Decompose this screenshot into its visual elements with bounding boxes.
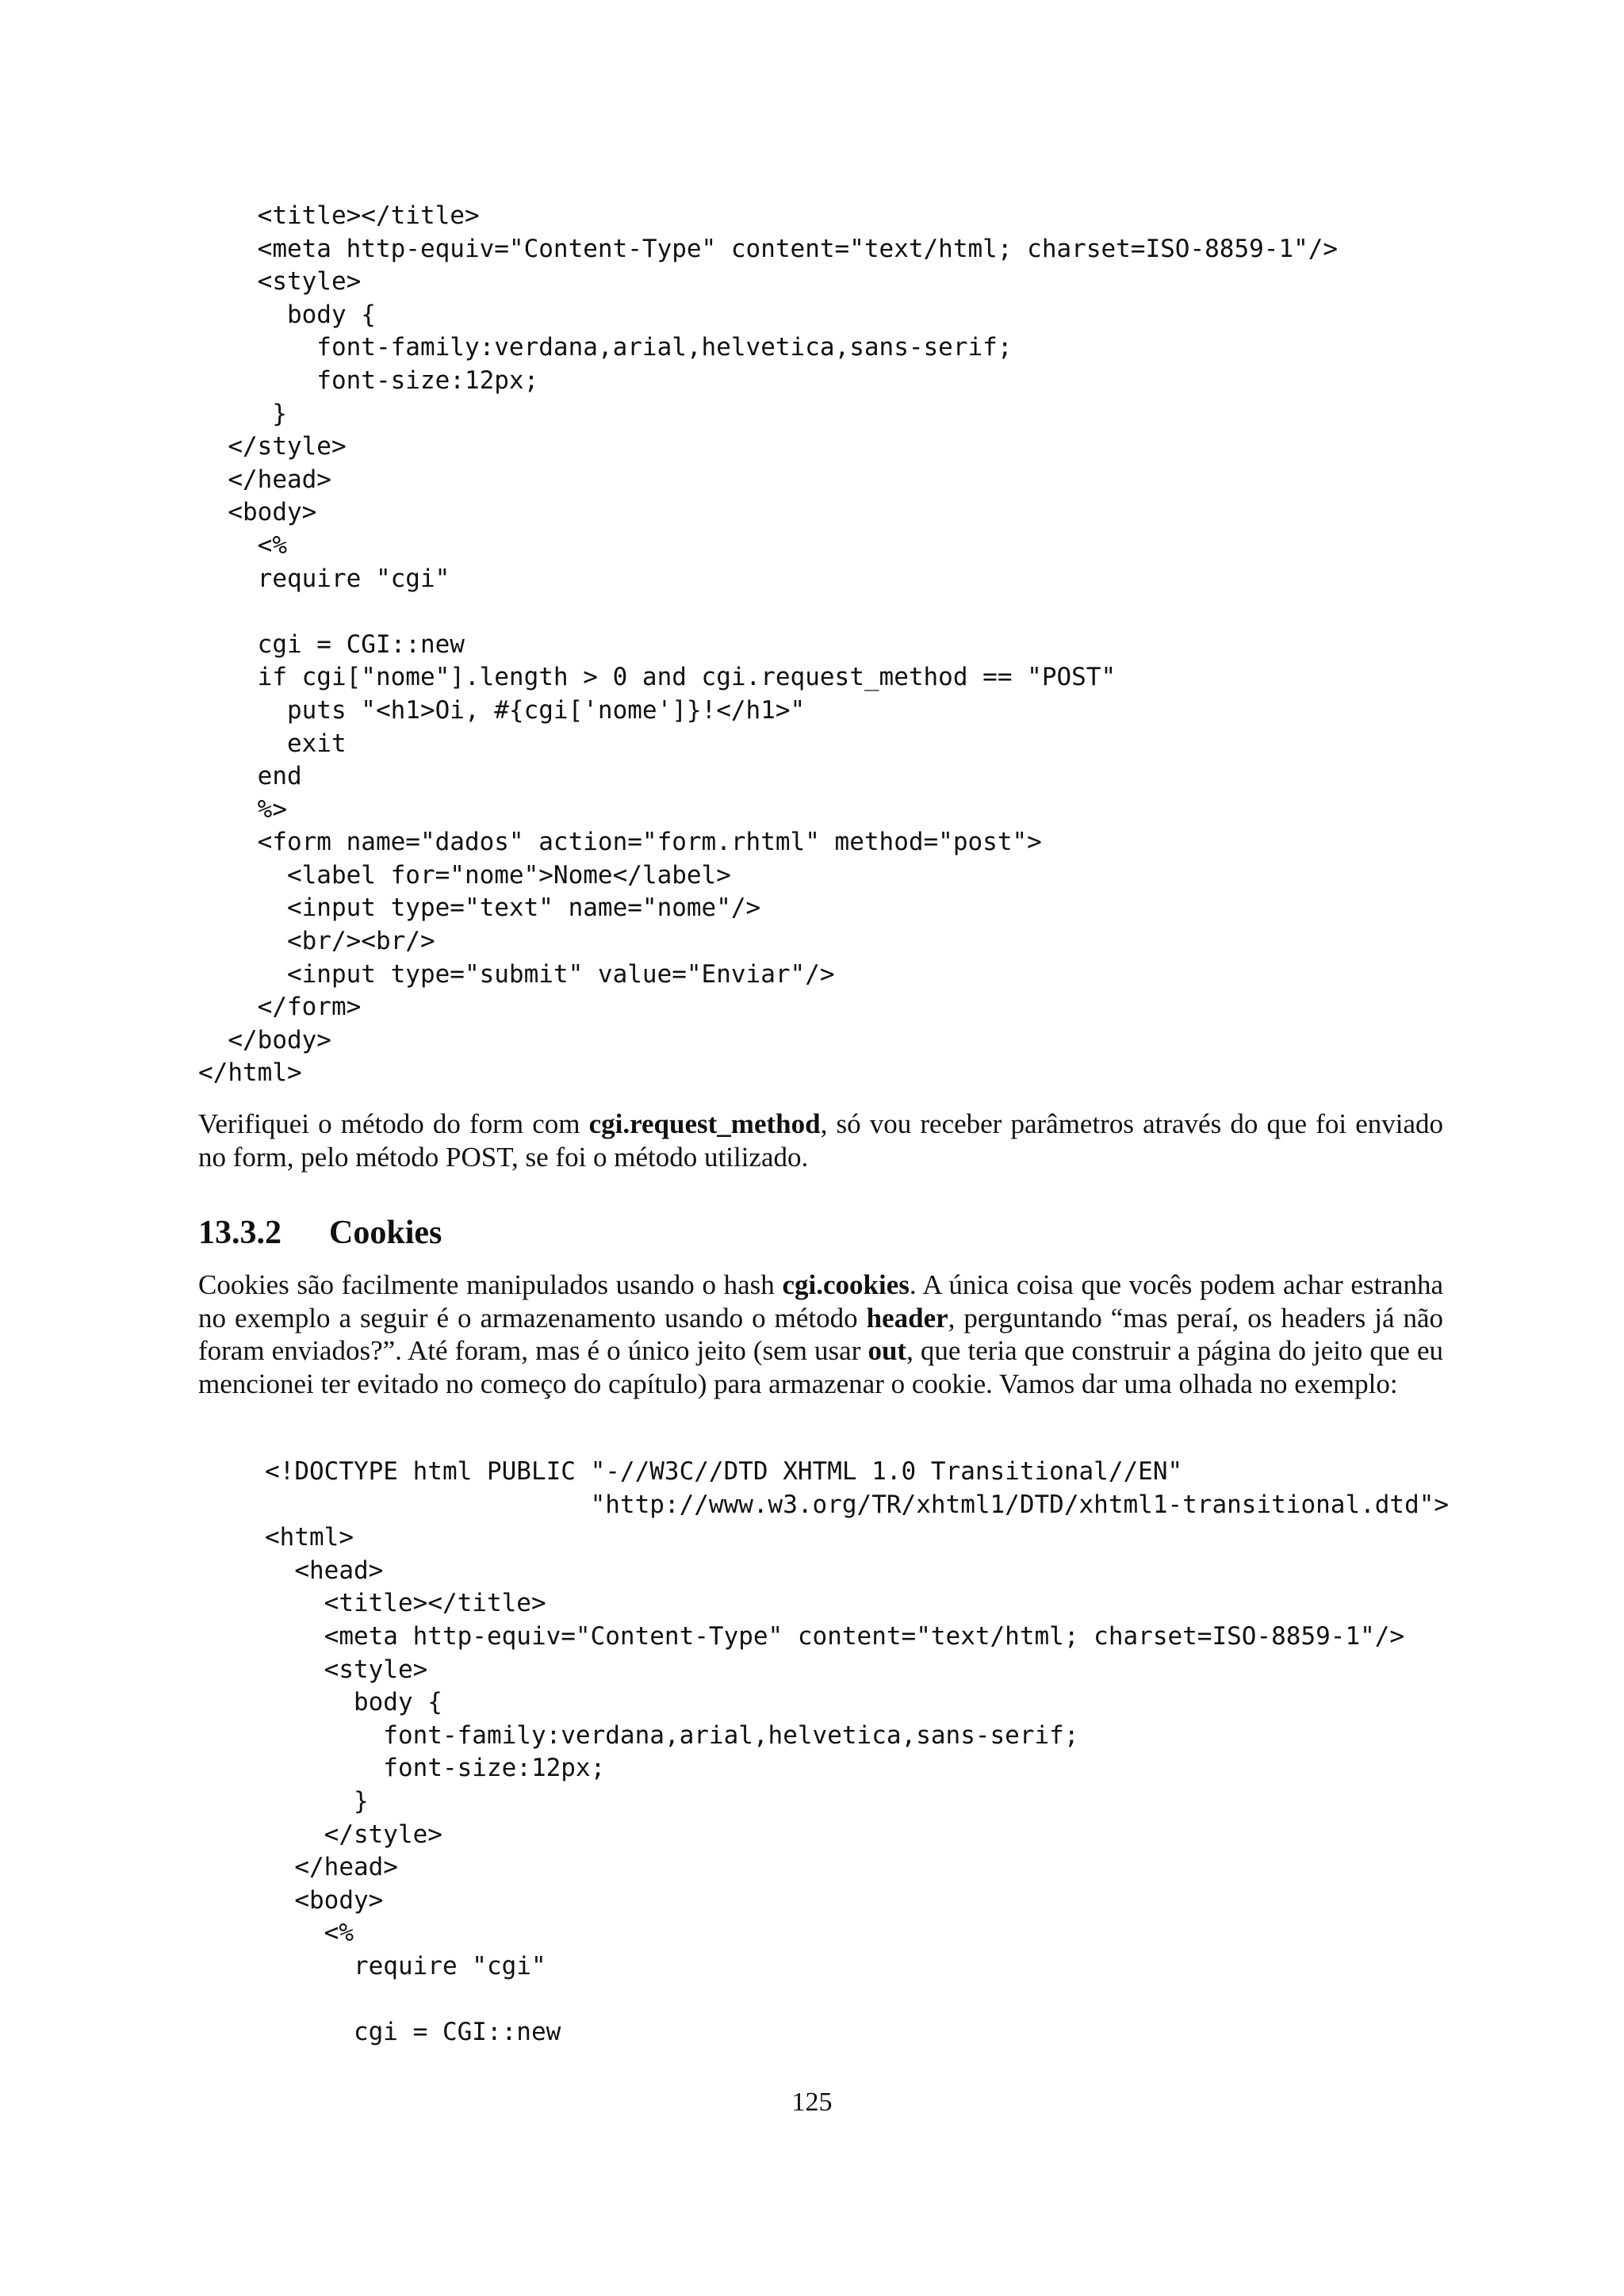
code-line: if cgi["nome"].length > 0 and cgi.request_method == "POST" bbox=[198, 663, 1116, 692]
paragraph-text: Verifiquei o método do form com bbox=[198, 1108, 589, 1139]
code-line: <meta http-equiv="Content-Type" content="text/html; charset=ISO-8859-1"/> bbox=[265, 1621, 1405, 1651]
code-line: </body> bbox=[198, 1025, 331, 1054]
paragraph-request-method bbox=[198, 1108, 1443, 1173]
code-line: require "cgi" bbox=[265, 1951, 546, 1980]
code-line bbox=[265, 1984, 1449, 2017]
code-line bbox=[198, 595, 1338, 629]
code-line: <style> bbox=[265, 1655, 428, 1684]
code-line: end bbox=[198, 762, 302, 791]
code-line: <title></title> bbox=[265, 1589, 546, 1618]
code-line: font-size:12px; bbox=[265, 1754, 606, 1783]
code-line: puts "<h1>Oi, #{cgi['nome']}!</h1>" bbox=[198, 695, 806, 725]
code-listing-form bbox=[198, 200, 1338, 1090]
code-line: require "cgi" bbox=[198, 564, 450, 593]
code-line: <title></title> bbox=[198, 201, 480, 230]
code-line: cgi = CGI::new bbox=[265, 2018, 561, 2047]
inline-code-term: out bbox=[868, 1335, 907, 1367]
code-line: <!DOCTYPE html PUBLIC "-//W3C//DTD XHTML 1.0 Transitional//EN" bbox=[265, 1457, 1183, 1486]
code-line: <html> bbox=[265, 1523, 354, 1552]
page-number: 125 bbox=[791, 2087, 833, 2117]
code-line: <input type="submit" value="Enviar"/> bbox=[198, 959, 835, 989]
paragraph-text: , que teria que construir a página do jeito que eu mencionei ter evitado no começo do capítulo) para armazenar o cookie. Vamos dar uma olhada no exemplo: bbox=[198, 1335, 1443, 1399]
inline-code-term: header bbox=[866, 1302, 948, 1334]
section-number: 13.3.2 bbox=[198, 1215, 282, 1251]
paragraph-text: , só vou receber parâmetros através do que foi enviado no form, pelo método POST, se foi o método utilizado. bbox=[198, 1108, 1443, 1173]
code-line: <% bbox=[198, 530, 287, 560]
code-line: <label for="nome">Nome</label> bbox=[198, 860, 731, 890]
code-line: <% bbox=[265, 1919, 354, 1948]
code-line: </style> bbox=[198, 432, 347, 461]
code-line: %> bbox=[198, 794, 287, 824]
code-line: </head> bbox=[198, 465, 331, 494]
code-line: <form name="dados" action="form.rhtml" method="post"> bbox=[198, 828, 1042, 857]
code-line: font-family:verdana,arial,helvetica,sans-serif; bbox=[198, 333, 1013, 362]
code-listing-cookies bbox=[265, 1456, 1449, 2049]
section-heading bbox=[198, 1213, 442, 1253]
code-line: <body> bbox=[198, 498, 317, 527]
code-line: <style> bbox=[198, 267, 362, 297]
paragraph-cookies bbox=[198, 1269, 1443, 1400]
inline-code-term: cgi.request_method bbox=[588, 1108, 821, 1139]
code-line: </form> bbox=[198, 993, 362, 1022]
inline-code-term: cgi.cookies bbox=[782, 1269, 910, 1300]
code-line: <body> bbox=[265, 1885, 384, 1915]
code-line: <meta http-equiv="Content-Type" content="text/html; charset=ISO-8859-1"/> bbox=[198, 234, 1339, 263]
code-line: body { bbox=[265, 1688, 442, 1717]
code-line: <head> bbox=[265, 1556, 384, 1585]
code-line: } bbox=[265, 1786, 369, 1816]
code-line: <input type="text" name="nome"/> bbox=[198, 894, 761, 923]
code-line: } bbox=[198, 399, 287, 428]
section-title: Cookies bbox=[329, 1215, 442, 1251]
code-line: </style> bbox=[265, 1820, 442, 1849]
code-line: body { bbox=[198, 300, 376, 329]
code-line: exit bbox=[198, 729, 347, 758]
code-line: "http://www.w3.org/TR/xhtml1/DTD/xhtml1-transitional.dtd"> bbox=[265, 1490, 1450, 1519]
paragraph-text: . A única coisa que vocês podem achar estranha no exemplo a seguir é o armazenamento usando o método bbox=[198, 1269, 1444, 1334]
code-line: cgi = CGI::new bbox=[198, 629, 465, 659]
paragraph-text: , perguntando “mas peraí, os headers já não foram enviados?”. Até foram, mas é o único jeito (sem usar bbox=[198, 1302, 1443, 1367]
paragraph-text: Cookies são facilmente manipulados usando o hash bbox=[198, 1269, 783, 1300]
code-line: </html> bbox=[198, 1058, 302, 1088]
code-line: font-family:verdana,arial,helvetica,sans-serif; bbox=[265, 1720, 1079, 1750]
code-line: <br/><br/> bbox=[198, 927, 435, 956]
code-line: </head> bbox=[265, 1853, 398, 1882]
code-line: font-size:12px; bbox=[198, 365, 539, 395]
